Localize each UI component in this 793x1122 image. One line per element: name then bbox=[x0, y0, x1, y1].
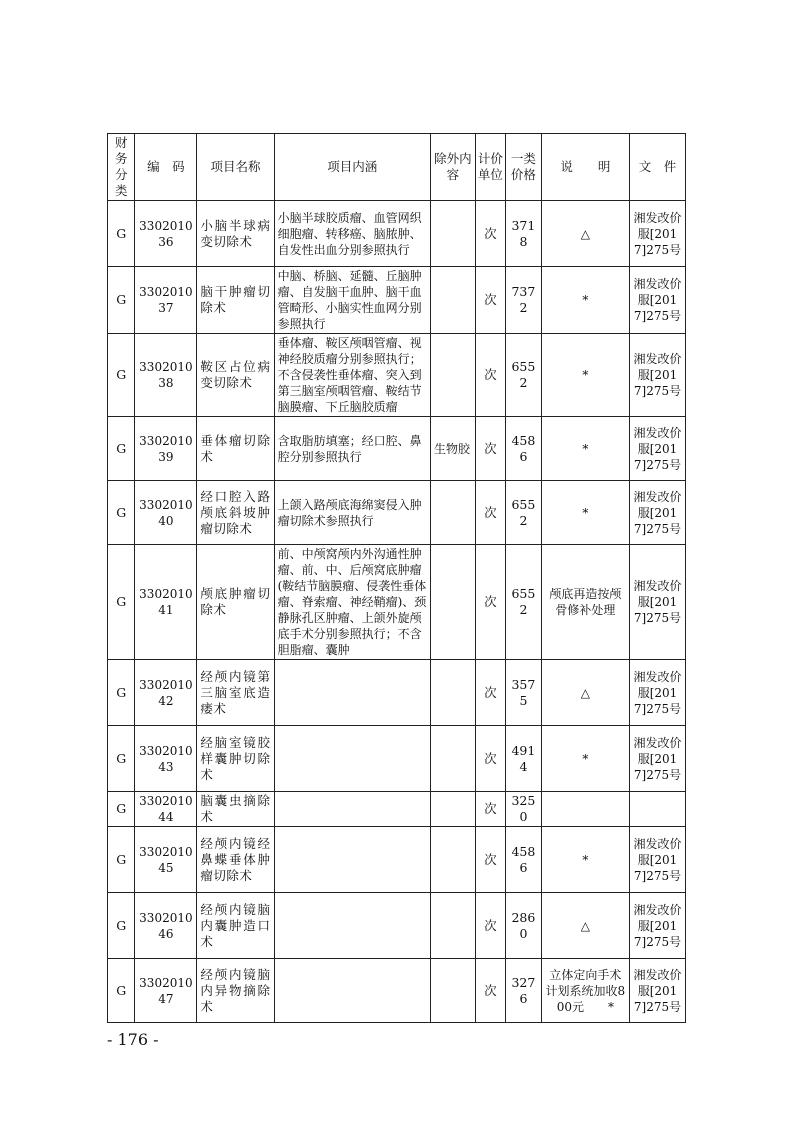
cell-doc: 湘发改价服[2017]275号 bbox=[630, 827, 686, 893]
cell-content bbox=[274, 959, 430, 1023]
header-fin: 财务分类 bbox=[108, 134, 135, 201]
cell-doc: 湘发改价服[2017]275号 bbox=[630, 893, 686, 959]
cell-code: 330201037 bbox=[135, 267, 197, 334]
cell-content bbox=[274, 893, 430, 959]
cell-exclude bbox=[430, 334, 475, 417]
cell-unit: 次 bbox=[475, 417, 505, 481]
cell-code: 330201036 bbox=[135, 201, 197, 267]
cell-note bbox=[541, 792, 629, 827]
cell-name: 小脑半球病变切除术 bbox=[197, 201, 274, 267]
header-doc: 文 件 bbox=[630, 134, 686, 201]
cell-fin: G bbox=[108, 267, 135, 334]
table-row bbox=[108, 660, 686, 726]
table-body bbox=[108, 201, 686, 1023]
cell-exclude bbox=[430, 959, 475, 1023]
table-row bbox=[108, 893, 686, 959]
cell-name: 经颅内镜经鼻蝶垂体肿瘤切除术 bbox=[197, 827, 274, 893]
cell-fin: G bbox=[108, 660, 135, 726]
cell-code: 330201047 bbox=[135, 959, 197, 1023]
cell-doc: 湘发改价服[2017]275号 bbox=[630, 334, 686, 417]
cell-exclude bbox=[430, 827, 475, 893]
cell-exclude bbox=[430, 267, 475, 334]
table-row bbox=[108, 827, 686, 893]
cell-price: 3276 bbox=[506, 959, 542, 1023]
cell-content: 前、中颅窝颅内外沟通性肿瘤、前、中、后颅窝底肿瘤(鞍结节脑膜瘤、侵袭性垂体瘤、脊索瘤、神经鞘瘤)、颈静脉孔区肿瘤、上颌外旋颅底手术分别参照执行；不含胆脂瘤、囊肿 bbox=[274, 545, 430, 660]
cell-note: * bbox=[541, 481, 629, 545]
cell-unit: 次 bbox=[475, 267, 505, 334]
cell-fin: G bbox=[108, 334, 135, 417]
cell-price: 6552 bbox=[506, 334, 542, 417]
cell-exclude bbox=[430, 660, 475, 726]
cell-price: 2860 bbox=[506, 893, 542, 959]
cell-content: 垂体瘤、鞍区颅咽管瘤、视神经胶质瘤分别参照执行；不含侵袭性垂体瘤、突入到第三脑室颅咽管瘤、鞍结节脑膜瘤、下丘脑胶质瘤 bbox=[274, 334, 430, 417]
table-row bbox=[108, 726, 686, 792]
cell-code: 330201038 bbox=[135, 334, 197, 417]
cell-name: 脑干肿瘤切除术 bbox=[197, 267, 274, 334]
cell-name: 颅底肿瘤切除术 bbox=[197, 545, 274, 660]
cell-unit: 次 bbox=[475, 201, 505, 267]
header-content: 项目内涵 bbox=[274, 134, 430, 201]
cell-doc: 湘发改价服[2017]275号 bbox=[630, 481, 686, 545]
table-row bbox=[108, 267, 686, 334]
cell-note: * bbox=[541, 267, 629, 334]
cell-code: 330201039 bbox=[135, 417, 197, 481]
cell-doc bbox=[630, 792, 686, 827]
cell-price: 4586 bbox=[506, 827, 542, 893]
cell-note: * bbox=[541, 334, 629, 417]
cell-exclude: 生物胶 bbox=[430, 417, 475, 481]
cell-exclude bbox=[430, 726, 475, 792]
cell-unit: 次 bbox=[475, 660, 505, 726]
table-row bbox=[108, 959, 686, 1023]
cell-content bbox=[274, 792, 430, 827]
cell-code: 330201044 bbox=[135, 792, 197, 827]
header-code: 编 码 bbox=[135, 134, 197, 201]
cell-content: 小脑半球胶质瘤、血管网织细胞瘤、转移癌、脑脓肿、自发性出血分别参照执行 bbox=[274, 201, 430, 267]
cell-code: 330201041 bbox=[135, 545, 197, 660]
cell-doc: 湘发改价服[2017]275号 bbox=[630, 201, 686, 267]
cell-price: 3718 bbox=[506, 201, 542, 267]
cell-note: 颅底再造按颅骨修补处理 bbox=[541, 545, 629, 660]
cell-content bbox=[274, 726, 430, 792]
cell-unit: 次 bbox=[475, 334, 505, 417]
cell-unit: 次 bbox=[475, 545, 505, 660]
cell-name: 鞍区占位病变切除术 bbox=[197, 334, 274, 417]
cell-code: 330201043 bbox=[135, 726, 197, 792]
cell-exclude bbox=[430, 481, 475, 545]
cell-doc: 湘发改价服[2017]275号 bbox=[630, 267, 686, 334]
cell-note: △ bbox=[541, 201, 629, 267]
cell-doc: 湘发改价服[2017]275号 bbox=[630, 417, 686, 481]
cell-name: 垂体瘤切除术 bbox=[197, 417, 274, 481]
cell-code: 330201040 bbox=[135, 481, 197, 545]
cell-fin: G bbox=[108, 481, 135, 545]
cell-doc: 湘发改价服[2017]275号 bbox=[630, 660, 686, 726]
cell-price: 4586 bbox=[506, 417, 542, 481]
cell-name: 经脑室镜胶样囊肿切除术 bbox=[197, 726, 274, 792]
cell-fin: G bbox=[108, 959, 135, 1023]
cell-unit: 次 bbox=[475, 959, 505, 1023]
cell-fin: G bbox=[108, 792, 135, 827]
cell-content: 中脑、桥脑、延髓、丘脑肿瘤、自发脑干血肿、脑干血管畸形、小脑实性血网分别参照执行 bbox=[274, 267, 430, 334]
cell-name: 经颅内镜脑内囊肿造口术 bbox=[197, 893, 274, 959]
cell-price: 6552 bbox=[506, 481, 542, 545]
cell-fin: G bbox=[108, 827, 135, 893]
cell-name: 经颅内镜脑内异物摘除术 bbox=[197, 959, 274, 1023]
table-row bbox=[108, 417, 686, 481]
page-number: - 176 - bbox=[107, 1030, 159, 1049]
cell-fin: G bbox=[108, 893, 135, 959]
header-name: 项目名称 bbox=[197, 134, 274, 201]
cell-unit: 次 bbox=[475, 893, 505, 959]
table-row bbox=[108, 334, 686, 417]
cell-exclude bbox=[430, 545, 475, 660]
cell-fin: G bbox=[108, 201, 135, 267]
cell-unit: 次 bbox=[475, 827, 505, 893]
header-unit: 计价单位 bbox=[475, 134, 505, 201]
cell-exclude bbox=[430, 893, 475, 959]
cell-doc: 湘发改价服[2017]275号 bbox=[630, 545, 686, 660]
cell-price: 3250 bbox=[506, 792, 542, 827]
cell-price: 7372 bbox=[506, 267, 542, 334]
table-header-row bbox=[108, 134, 686, 201]
cell-fin: G bbox=[108, 417, 135, 481]
cell-note: * bbox=[541, 417, 629, 481]
table-row bbox=[108, 792, 686, 827]
cell-doc: 湘发改价服[2017]275号 bbox=[630, 959, 686, 1023]
cell-name: 经颅内镜第三脑室底造瘘术 bbox=[197, 660, 274, 726]
cell-exclude bbox=[430, 201, 475, 267]
cell-name: 脑囊虫摘除术 bbox=[197, 792, 274, 827]
cell-note: △ bbox=[541, 660, 629, 726]
cell-content bbox=[274, 827, 430, 893]
cell-price: 3575 bbox=[506, 660, 542, 726]
cell-content: 含取脂肪填塞；经口腔、鼻腔分别参照执行 bbox=[274, 417, 430, 481]
header-price: 一类价格 bbox=[506, 134, 542, 201]
cell-code: 330201046 bbox=[135, 893, 197, 959]
cell-price: 4914 bbox=[506, 726, 542, 792]
cell-unit: 次 bbox=[475, 726, 505, 792]
table-row bbox=[108, 201, 686, 267]
table-row bbox=[108, 545, 686, 660]
cell-content: 上颌入路颅底海绵窦侵入肿瘤切除术参照执行 bbox=[274, 481, 430, 545]
medical-fee-table bbox=[107, 133, 686, 1023]
cell-code: 330201045 bbox=[135, 827, 197, 893]
cell-unit: 次 bbox=[475, 792, 505, 827]
cell-content bbox=[274, 660, 430, 726]
cell-note: * bbox=[541, 827, 629, 893]
cell-note: △ bbox=[541, 893, 629, 959]
table-row bbox=[108, 481, 686, 545]
header-exclude: 除外内容 bbox=[430, 134, 475, 201]
cell-fin: G bbox=[108, 726, 135, 792]
cell-note: * bbox=[541, 726, 629, 792]
cell-code: 330201042 bbox=[135, 660, 197, 726]
cell-unit: 次 bbox=[475, 481, 505, 545]
cell-exclude bbox=[430, 792, 475, 827]
cell-name: 经口腔入路颅底斜坡肿瘤切除术 bbox=[197, 481, 274, 545]
cell-fin: G bbox=[108, 545, 135, 660]
cell-note: 立体定向手术计划系统加收800元 * bbox=[541, 959, 629, 1023]
header-note: 说 明 bbox=[541, 134, 629, 201]
cell-price: 6552 bbox=[506, 545, 542, 660]
cell-doc: 湘发改价服[2017]275号 bbox=[630, 726, 686, 792]
